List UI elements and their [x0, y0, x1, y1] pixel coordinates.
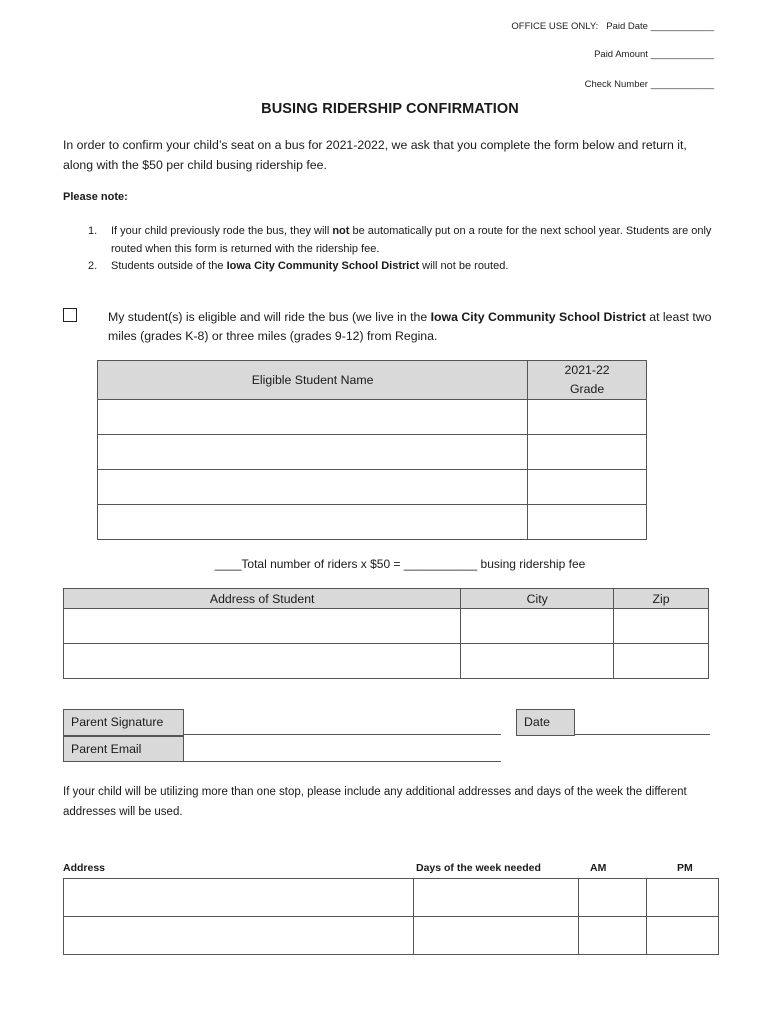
stop-days-cell[interactable]: [414, 917, 579, 955]
date-field[interactable]: [575, 734, 710, 735]
eligibility-checkbox[interactable]: [63, 308, 77, 322]
stop-address-cell[interactable]: [64, 917, 414, 955]
grade-header: 2021-22 Grade: [528, 361, 647, 400]
address-header: Address of Student: [64, 589, 461, 609]
note-item-2: 2. Students outside of the Iowa City Community School District will not be routed.: [88, 260, 509, 272]
stops-days-header: Days of the week needed: [416, 862, 541, 874]
total-riders-line: ____Total number of riders x $50 = ___________ busing ridership fee: [214, 557, 586, 571]
parent-email-label: Parent Email: [63, 736, 184, 762]
parent-email-field[interactable]: [184, 761, 501, 762]
student-name-cell[interactable]: [98, 505, 528, 540]
table-row: [98, 505, 647, 540]
note-item-1: 1. If your child previously rode the bus, they will not be automatically put on a route for the next school year. Students are only routed when this form is returned with the ridership fee.: [88, 225, 712, 255]
city-cell[interactable]: [461, 644, 614, 679]
parent-signature-field[interactable]: [184, 734, 501, 735]
table-row: [64, 644, 709, 679]
grade-cell[interactable]: [528, 435, 647, 470]
zip-header: Zip: [614, 589, 709, 609]
stop-pm-cell[interactable]: [647, 917, 719, 955]
stops-am-header: AM: [590, 862, 607, 874]
city-cell[interactable]: [461, 609, 614, 644]
grade-cell[interactable]: [528, 505, 647, 540]
address-cell[interactable]: [64, 609, 461, 644]
table-row: [98, 435, 647, 470]
student-name-cell[interactable]: [98, 470, 528, 505]
notes-list: [88, 223, 728, 276]
please-note-heading: Please note:: [63, 191, 128, 203]
stop-pm-cell[interactable]: [647, 879, 719, 917]
grade-cell[interactable]: [528, 470, 647, 505]
students-table: [97, 360, 647, 540]
office-check-number: Check Number ____________: [584, 79, 714, 90]
office-paid-date: OFFICE USE ONLY: Paid Date ____________: [511, 21, 714, 32]
zip-cell[interactable]: [614, 609, 709, 644]
stop-am-cell[interactable]: [579, 879, 647, 917]
date-label: Date: [516, 709, 575, 736]
stop-am-cell[interactable]: [579, 917, 647, 955]
office-paid-amount: Paid Amount ____________: [594, 49, 714, 60]
student-name-cell[interactable]: [98, 400, 528, 435]
parent-signature-label: Parent Signature: [63, 709, 184, 736]
page-title: BUSING RIDERSHIP CONFIRMATION: [261, 101, 519, 117]
stops-table: [63, 878, 719, 955]
stops-address-header: Address: [63, 862, 106, 874]
address-table: [63, 588, 709, 679]
stop-address-cell[interactable]: [64, 879, 414, 917]
grade-cell[interactable]: [528, 400, 647, 435]
table-row: [64, 917, 719, 955]
multi-stop-paragraph: If your child will be utilizing more than one stop, please include any additional addresses and days of the week the different addresses will be used.: [63, 786, 687, 818]
table-row: [98, 400, 647, 435]
city-header: City: [461, 589, 614, 609]
student-name-header: Eligible Student Name: [98, 361, 528, 400]
intro-paragraph: In order to confirm your child’s seat on a bus for 2021-2022, we ask that you complete the form below and return it, along with the $50 per child busing ridership fee.: [63, 138, 687, 172]
table-row: [64, 609, 709, 644]
student-name-cell[interactable]: [98, 435, 528, 470]
stops-pm-header: PM: [677, 862, 693, 874]
table-row: [64, 879, 719, 917]
address-cell[interactable]: [64, 644, 461, 679]
table-row: [98, 470, 647, 505]
eligibility-statement: My student(s) is eligible and will ride the bus (we live in the Iowa City Community School District at least two miles (grades K-8) or three miles (grades 9-12) from Regina.: [108, 310, 712, 343]
zip-cell[interactable]: [614, 644, 709, 679]
stop-days-cell[interactable]: [414, 879, 579, 917]
